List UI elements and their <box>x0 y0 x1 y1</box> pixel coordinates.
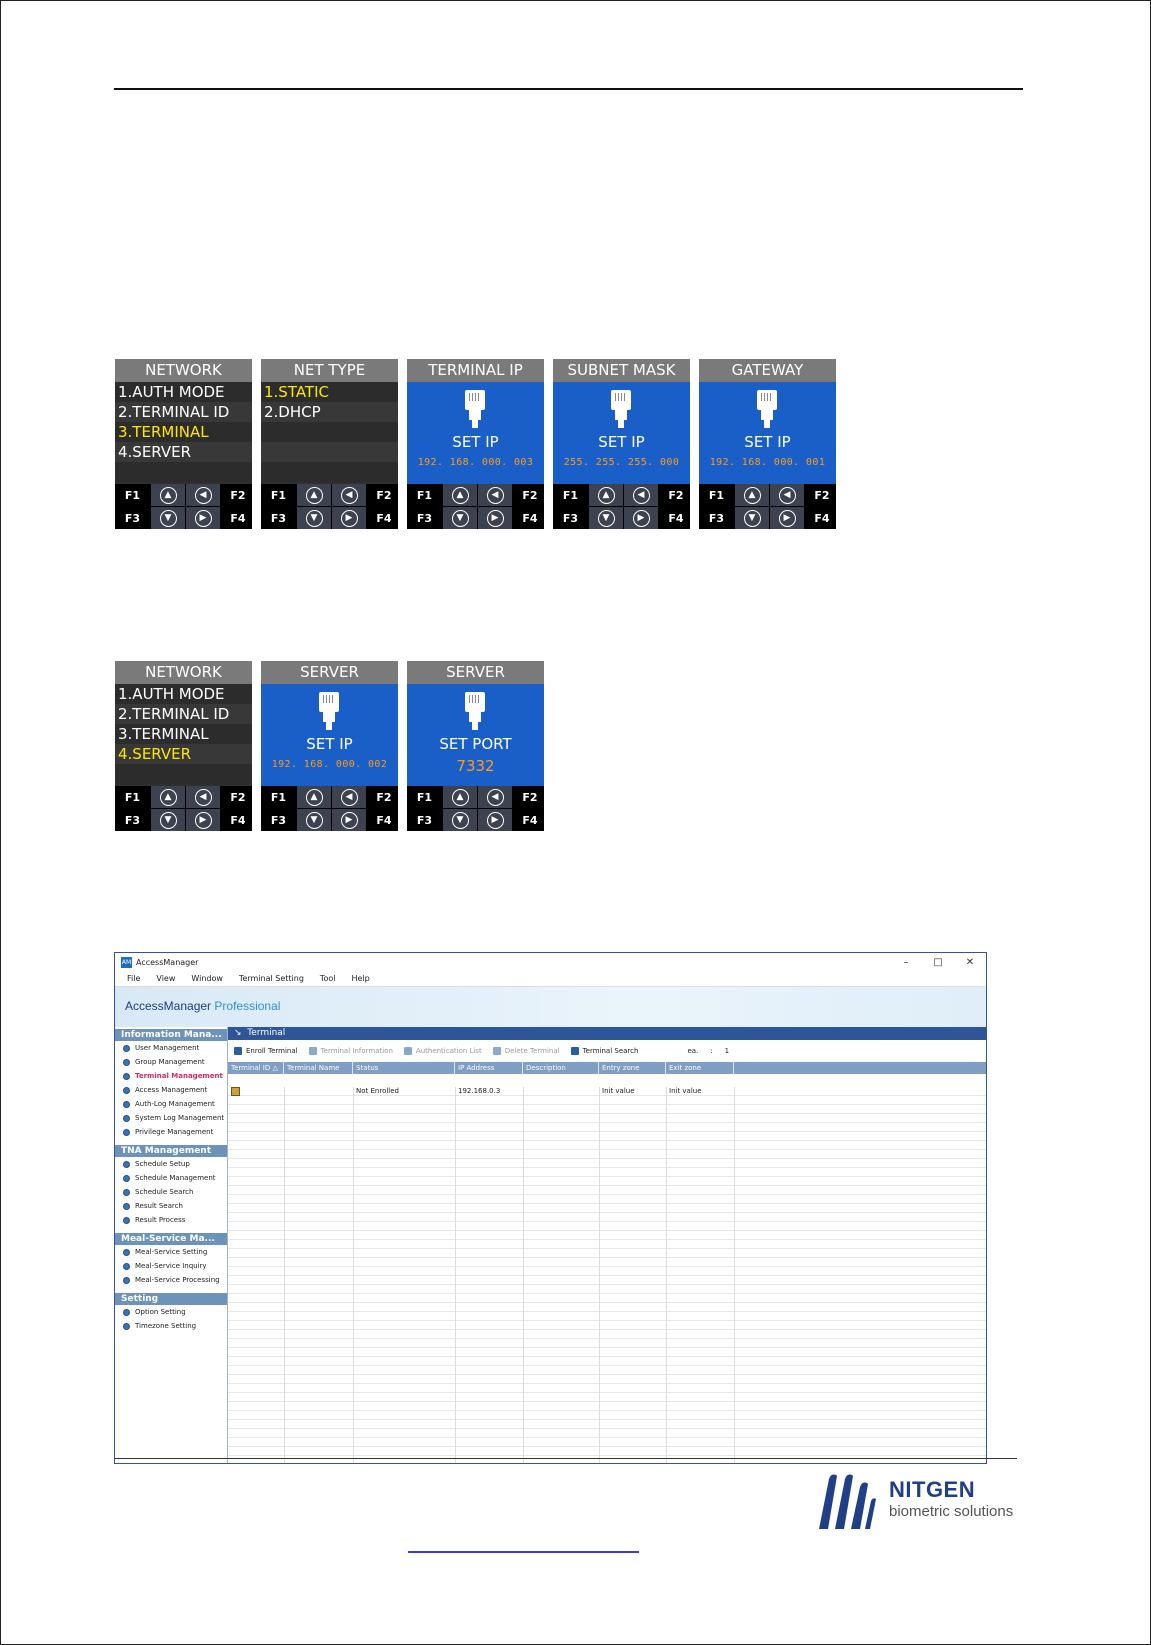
sidebar-item-user-management[interactable]: User Management <box>115 1041 227 1055</box>
sidebar-section-tna[interactable]: TNA Management <box>115 1145 227 1157</box>
menu-item-terminal: 3.TERMINAL <box>115 422 252 442</box>
sidebar-item-result-search[interactable]: Result Search <box>115 1199 227 1213</box>
nitgen-logo <box>815 1469 1025 1535</box>
down-arrow-icon: ▼ <box>443 507 477 529</box>
terminal-grid <box>228 1087 986 1463</box>
up-arrow-icon: ▲ <box>151 786 185 808</box>
f2-key: F2 <box>367 484 398 506</box>
up-arrow-icon: ▲ <box>735 484 769 506</box>
f4-key: F4 <box>513 507 544 529</box>
f4-key: F4 <box>367 507 398 529</box>
screen-menu <box>115 684 252 786</box>
app-icon: AM <box>121 958 132 966</box>
sidebar-item-meal-service-setting[interactable]: Meal-Service Setting <box>115 1245 227 1259</box>
f4-key: F4 <box>805 507 836 529</box>
menu-item-empty <box>261 442 398 462</box>
sidebar-item-meal-service-processing[interactable]: Meal-Service Processing <box>115 1273 227 1287</box>
sidebar-item-auth-log-management[interactable]: Auth-Log Management <box>115 1097 227 1111</box>
menu-view[interactable]: View <box>156 974 176 983</box>
column-status[interactable]: Status <box>353 1062 455 1074</box>
delete-icon <box>493 1047 501 1055</box>
cell-exit-zone: Init value <box>669 1087 702 1095</box>
f3-key: F3 <box>115 507 150 529</box>
logo-tagline: biometric solutions <box>889 1503 1014 1520</box>
menu-item-static: 1.STATIC <box>261 382 398 402</box>
back-arrow-icon: ◀ <box>186 484 220 506</box>
screen-title: NETWORK <box>115 359 252 382</box>
screen-body <box>699 382 836 484</box>
bullet-icon <box>123 1175 130 1182</box>
brand-title <box>125 999 280 1013</box>
function-keys <box>115 484 252 529</box>
screen-network-menu-server <box>115 661 252 831</box>
screen-title: TERMINAL IP <box>407 359 544 382</box>
up-arrow-icon: ▲ <box>443 484 477 506</box>
f1-key: F1 <box>553 484 588 506</box>
cell-entry-zone: Init value <box>602 1087 635 1095</box>
column-exit-zone[interactable]: Exit zone <box>666 1062 734 1074</box>
f2-key: F2 <box>659 484 690 506</box>
network-plug-icon <box>463 390 487 428</box>
back-arrow-icon: ◀ <box>624 484 658 506</box>
menu-terminal-setting[interactable]: Terminal Setting <box>238 974 304 983</box>
cell-ip-address: 192.168.0.3 <box>458 1087 501 1095</box>
enter-arrow-icon: ▶ <box>624 507 658 529</box>
network-plug-icon <box>463 692 487 730</box>
bullet-icon <box>123 1115 130 1122</box>
back-arrow-icon: ◀ <box>186 786 220 808</box>
sidebar-item-option-setting[interactable]: Option Setting <box>115 1305 227 1319</box>
function-keys <box>407 484 544 529</box>
bullet-icon <box>123 1323 130 1330</box>
access-manager-window <box>114 952 987 1464</box>
f3-key: F3 <box>261 507 296 529</box>
enter-arrow-icon: ▶ <box>478 507 512 529</box>
sidebar-section-information[interactable]: Information Mana... <box>115 1029 227 1041</box>
sidebar-item-schedule-setup[interactable]: Schedule Setup <box>115 1157 227 1171</box>
screen-body <box>407 684 544 786</box>
cell-terminal-id <box>228 1087 284 1096</box>
f1-key: F1 <box>261 484 296 506</box>
sidebar-item-meal-service-inquiry[interactable]: Meal-Service Inquiry <box>115 1259 227 1273</box>
function-keys <box>115 786 252 831</box>
bullet-icon <box>123 1129 130 1136</box>
f1-key: F1 <box>115 484 150 506</box>
main-panel <box>228 1027 986 1463</box>
down-arrow-icon: ▼ <box>735 507 769 529</box>
maximize-icon[interactable]: □ <box>933 956 943 968</box>
function-keys <box>553 484 690 529</box>
down-arrow-icon: ▼ <box>297 507 331 529</box>
delete-terminal-button[interactable]: Delete Terminal <box>493 1047 560 1055</box>
function-keys <box>699 484 836 529</box>
column-terminal-id[interactable]: Terminal ID △ <box>228 1062 284 1074</box>
screen-network-menu <box>115 359 252 529</box>
sidebar-item-privilege-management[interactable]: Privilege Management <box>115 1125 227 1139</box>
menu-item-server: 4.SERVER <box>115 744 252 764</box>
sidebar-item-timezone-setting[interactable]: Timezone Setting <box>115 1319 227 1333</box>
terminal-search-button[interactable]: Terminal Search <box>571 1047 639 1055</box>
f2-key: F2 <box>513 484 544 506</box>
set-ip-label: SET IP <box>306 735 353 753</box>
f3-key: F3 <box>407 809 442 831</box>
f1-key: F1 <box>407 786 442 808</box>
cell-terminal-name <box>284 1087 353 1096</box>
f4-key: F4 <box>221 809 252 831</box>
bullet-icon <box>123 1045 130 1052</box>
terminal-count: ea. : 1 <box>687 1047 730 1055</box>
close-icon[interactable]: ✕ <box>965 956 975 968</box>
screen-title: SERVER <box>261 661 398 684</box>
network-plug-icon <box>755 390 779 428</box>
minimize-icon[interactable]: – <box>903 956 909 968</box>
down-arrow-icon: ▼ <box>589 507 623 529</box>
menu-bar <box>115 971 986 987</box>
subnet-value: 255. 255. 255. 000 <box>563 457 680 468</box>
sidebar-item-terminal-management[interactable]: Terminal Management <box>115 1069 227 1083</box>
hyperlink-underline[interactable] <box>408 1551 639 1553</box>
column-entry-zone[interactable]: Entry zone <box>599 1062 666 1074</box>
down-arrow-icon: ▼ <box>151 809 185 831</box>
table-row[interactable] <box>228 1087 734 1096</box>
panel-title: ↘ Terminal <box>228 1027 986 1040</box>
f2-key: F2 <box>805 484 836 506</box>
screen-body <box>407 382 544 484</box>
menu-item-terminal-id: 2.TERMINAL ID <box>115 402 252 422</box>
bullet-icon <box>123 1073 130 1080</box>
f2-key: F2 <box>367 786 398 808</box>
f4-key: F4 <box>513 809 544 831</box>
toolbar <box>228 1040 986 1062</box>
f1-key: F1 <box>115 786 150 808</box>
sidebar-item-access-management[interactable]: Access Management <box>115 1083 227 1097</box>
sidebar-section-meal-service[interactable]: Meal-Service Ma... <box>115 1233 227 1245</box>
screen-menu <box>261 382 398 484</box>
terminal-icon <box>231 1087 240 1096</box>
up-arrow-icon: ▲ <box>589 484 623 506</box>
footer-rule <box>114 1458 1017 1459</box>
brand-name: AccessManager <box>125 999 212 1013</box>
column-ip-address[interactable]: IP Address <box>455 1062 523 1074</box>
f3-key: F3 <box>261 809 296 831</box>
list-icon <box>404 1047 412 1055</box>
up-arrow-icon: ▲ <box>297 786 331 808</box>
screen-net-type <box>261 359 398 529</box>
bullet-icon <box>123 1059 130 1066</box>
f2-key: F2 <box>221 786 252 808</box>
f2-key: F2 <box>513 786 544 808</box>
logo-name: NITGEN <box>889 1477 976 1502</box>
search-icon <box>571 1047 579 1055</box>
down-arrow-icon: ▼ <box>151 507 185 529</box>
gateway-value: 192. 168. 000. 001 <box>709 457 826 468</box>
sidebar-item-group-management[interactable]: Group Management <box>115 1055 227 1069</box>
menu-item-terminal: 3.TERMINAL <box>115 724 252 744</box>
bullet-icon <box>123 1203 130 1210</box>
column-terminal-name[interactable]: Terminal Name <box>284 1062 353 1074</box>
screen-server-port <box>407 661 544 831</box>
back-arrow-icon: ◀ <box>332 786 366 808</box>
down-arrow-icon: ▼ <box>443 809 477 831</box>
sidebar-item-system-log-management[interactable]: System Log Management <box>115 1111 227 1125</box>
f3-key: F3 <box>115 809 150 831</box>
screen-title: NET TYPE <box>261 359 398 382</box>
menu-item-empty <box>115 462 252 482</box>
set-ip-label: SET IP <box>452 433 499 451</box>
cell-status: Not Enrolled <box>356 1087 399 1095</box>
port-value: 7332 <box>456 757 495 775</box>
f1-key: F1 <box>407 484 442 506</box>
f4-key: F4 <box>659 507 690 529</box>
f4-key: F4 <box>367 809 398 831</box>
bullet-icon <box>123 1161 130 1168</box>
function-keys <box>407 786 544 831</box>
screen-server-ip <box>261 661 398 831</box>
bullet-icon <box>123 1087 130 1094</box>
window-controls <box>890 953 986 971</box>
sidebar-item-result-process[interactable]: Result Process <box>115 1213 227 1227</box>
down-arrow-icon: ▼ <box>297 809 331 831</box>
back-arrow-icon: ◀ <box>332 484 366 506</box>
screen-title: GATEWAY <box>699 359 836 382</box>
bullet-icon <box>123 1263 130 1270</box>
bullet-icon <box>123 1101 130 1108</box>
menu-item-terminal-id: 2.TERMINAL ID <box>115 704 252 724</box>
enter-arrow-icon: ▶ <box>478 809 512 831</box>
cell-description <box>523 1087 599 1096</box>
set-ip-label: SET IP <box>744 433 791 451</box>
screen-subnet-mask <box>553 359 690 529</box>
f2-key: F2 <box>221 484 252 506</box>
info-icon <box>309 1047 317 1055</box>
menu-item-server: 4.SERVER <box>115 442 252 462</box>
sidebar <box>115 1027 228 1463</box>
app-banner <box>115 987 986 1027</box>
brand-suffix: Professional <box>214 999 281 1013</box>
up-arrow-icon: ▲ <box>443 786 477 808</box>
menu-help[interactable]: Help <box>351 974 370 983</box>
f4-key: F4 <box>221 507 252 529</box>
server-ip-value: 192. 168. 000. 002 <box>271 759 388 770</box>
enter-arrow-icon: ▶ <box>332 507 366 529</box>
authentication-list-button[interactable]: Authentication List <box>404 1047 482 1055</box>
menu-item-empty <box>261 462 398 482</box>
enter-arrow-icon: ▶ <box>186 507 220 529</box>
menu-item-auth-mode: 1.AUTH MODE <box>115 382 252 402</box>
bullet-icon <box>123 1309 130 1316</box>
screen-title: SUBNET MASK <box>553 359 690 382</box>
screen-terminal-ip <box>407 359 544 529</box>
back-arrow-icon: ◀ <box>478 484 512 506</box>
back-arrow-icon: ◀ <box>770 484 804 506</box>
nitgen-logo-mark-icon <box>815 1471 877 1533</box>
enroll-terminal-button[interactable]: Enroll Terminal <box>234 1047 298 1055</box>
enter-arrow-icon: ▶ <box>332 809 366 831</box>
network-plug-icon <box>609 390 633 428</box>
header-rule <box>114 88 1023 90</box>
bullet-icon <box>123 1217 130 1224</box>
window-title: AccessManager <box>136 957 199 967</box>
enter-arrow-icon: ▶ <box>770 507 804 529</box>
screen-gateway <box>699 359 836 529</box>
menu-file[interactable]: File <box>127 974 141 983</box>
bullet-icon <box>123 1277 130 1284</box>
menu-tool[interactable]: Tool <box>319 974 336 983</box>
screen-body <box>261 684 398 786</box>
sidebar-section-setting[interactable]: Setting <box>115 1293 227 1305</box>
function-keys <box>261 786 398 831</box>
screen-body <box>553 382 690 484</box>
screen-menu <box>115 382 252 484</box>
bullet-icon <box>123 1249 130 1256</box>
enter-arrow-icon: ▶ <box>186 809 220 831</box>
f3-key: F3 <box>699 507 734 529</box>
column-description[interactable]: Description <box>523 1062 599 1074</box>
title-bar <box>115 953 986 971</box>
sidebar-item-schedule-management[interactable]: Schedule Management <box>115 1171 227 1185</box>
enroll-icon <box>234 1047 242 1055</box>
up-arrow-icon: ▲ <box>151 484 185 506</box>
ip-value: 192. 168. 000. 003 <box>417 457 534 468</box>
f1-key: F1 <box>699 484 734 506</box>
menu-item-empty <box>261 422 398 442</box>
function-keys <box>261 484 398 529</box>
up-arrow-icon: ▲ <box>297 484 331 506</box>
bullet-icon <box>123 1189 130 1196</box>
back-arrow-icon: ◀ <box>478 786 512 808</box>
terminal-information-button[interactable]: Terminal Information <box>309 1047 393 1055</box>
screen-title: NETWORK <box>115 661 252 684</box>
sidebar-item-schedule-search[interactable]: Schedule Search <box>115 1185 227 1199</box>
f1-key: F1 <box>261 786 296 808</box>
f3-key: F3 <box>407 507 442 529</box>
set-ip-label: SET IP <box>598 433 645 451</box>
menu-window[interactable]: Window <box>191 974 223 983</box>
menu-item-auth-mode: 1.AUTH MODE <box>115 684 252 704</box>
screen-title: SERVER <box>407 661 544 684</box>
network-plug-icon <box>317 692 341 730</box>
f3-key: F3 <box>553 507 588 529</box>
set-port-label: SET PORT <box>439 735 512 753</box>
menu-item-empty <box>115 764 252 784</box>
grid-header <box>228 1062 986 1074</box>
menu-item-dhcp: 2.DHCP <box>261 402 398 422</box>
